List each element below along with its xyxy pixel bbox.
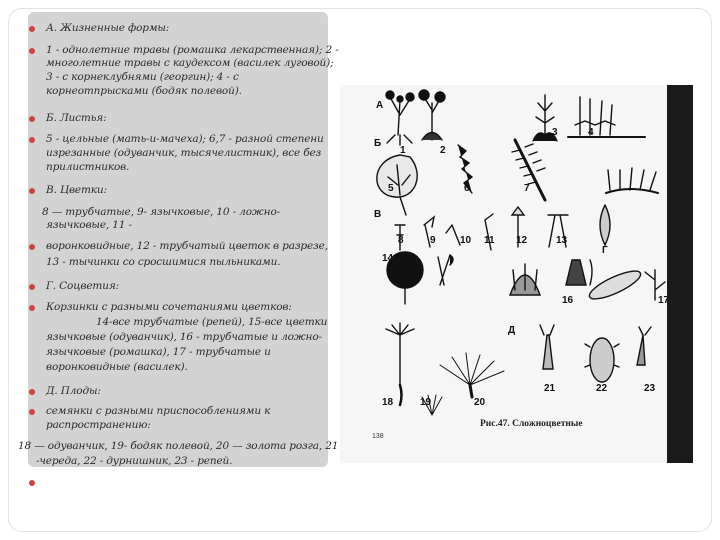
- figure-number: 23: [644, 383, 656, 394]
- bullet-icon: [29, 188, 35, 194]
- bullet-icon: [29, 284, 35, 290]
- figure-section-label: А: [376, 100, 384, 111]
- figure-number: 13: [556, 235, 568, 246]
- leaf-coltsfoot-illustration: [377, 155, 417, 215]
- cornflower-head-illustration: [566, 260, 592, 285]
- figure-number: 8: [398, 235, 404, 246]
- plant-chamomile-illustration: [386, 91, 414, 145]
- bullet-icon: [29, 409, 35, 415]
- figure-number: 5: [388, 183, 394, 194]
- figure-number: 1: [400, 145, 406, 156]
- body-line: распространению:: [46, 419, 151, 431]
- body-line: семянки с разными приспособлениями к: [46, 405, 271, 417]
- body-line: изрезанные (одуванчик, тысячелистник), все без: [46, 147, 322, 159]
- figure-number: 22: [596, 383, 608, 394]
- figure-number: 18: [382, 397, 394, 408]
- bullet-icon: [29, 26, 35, 32]
- figure-number: 2: [440, 145, 446, 156]
- heading-inflorescences: Г. Соцветия:: [46, 280, 120, 292]
- body-line: язычковые (одуванчик), 16 - трубчатые и ложно-: [46, 331, 322, 343]
- figure-section-label: Б: [374, 138, 382, 149]
- figure-section-label: В: [374, 209, 382, 220]
- body-line: 5 - цельные (мать-и-мачеха); 6,7 - разной степени: [46, 133, 324, 145]
- figure-number: 14: [382, 253, 394, 264]
- plant-thistle-illustration: [568, 97, 645, 137]
- bullet-icon: [29, 480, 35, 486]
- burdock-fruit-illustration: [637, 327, 651, 365]
- body-line: Корзинки с разными сочетаниями цветков:: [46, 301, 292, 313]
- figure-number: 21: [544, 383, 556, 394]
- goldenrod-fruit-illustration: [440, 353, 504, 397]
- dandelion-fruit-illustration: [386, 323, 414, 405]
- figure-number: 15: [400, 277, 412, 288]
- heading-leaves: Б. Листья:: [46, 112, 107, 124]
- figure-number: 7: [524, 183, 530, 194]
- body-line: 3 - с корнеклубнями (георгин); 4 - с: [46, 71, 239, 83]
- bur-marigold-fruit-illustration: [540, 325, 554, 369]
- body-line: воронковидные (василек).: [46, 361, 188, 373]
- figure-number: 19: [420, 397, 432, 408]
- flowers-row-illustration: [395, 205, 610, 250]
- figure-number: 16: [562, 295, 574, 306]
- bullet-icon: [29, 244, 35, 250]
- body-line: воронковидные, 12 - трубчатый цветок в разрезе,: [46, 240, 328, 252]
- bullet-icon: [29, 116, 35, 122]
- dandelion-head-illustration: [438, 255, 453, 285]
- bullet-icon: [29, 137, 35, 143]
- body-line: 8 — трубчатые, 9- язычковые, 10 - ложно-: [42, 206, 281, 218]
- figure-number: 9: [430, 235, 436, 246]
- body-line: 14-все трубчатые (репей), 15-все цветки: [96, 316, 328, 328]
- figure-caption: Рис.47. Сложноцветные: [480, 419, 583, 429]
- asteraceae-figure: [340, 85, 693, 463]
- body-line: 18 — одуванчик, 19- бодяк полевой, 20 — золота розга, 21: [18, 440, 339, 452]
- figure-number: 17: [658, 295, 670, 306]
- figure-number: 3: [552, 127, 558, 138]
- heading-fruits: Д. Плоды:: [46, 385, 101, 397]
- body-line: корнеотпрысками (бодяк полевой).: [46, 85, 242, 97]
- flower-head-illustration: [606, 168, 658, 193]
- figure-number: 11: [484, 235, 495, 246]
- figure-section-label: Д: [508, 325, 516, 336]
- body-line: прилистников.: [46, 161, 130, 173]
- figure-number: 12: [516, 235, 528, 246]
- figure-number: 10: [460, 235, 472, 246]
- figure-number: 20: [474, 397, 486, 408]
- plant-cornflower-illustration: [419, 90, 445, 140]
- chamomile-head-illustration: [510, 264, 540, 295]
- body-line: 1 - однолетние травы (ромашка лекарственная); 2 -: [46, 44, 339, 56]
- bullet-icon: [29, 389, 35, 395]
- body-line: 13 - тычинки со сросшимися пыльниками.: [46, 256, 281, 268]
- figure-number: 4: [588, 127, 594, 138]
- seed-pod-illustration: [586, 266, 644, 304]
- heading-life-forms: А. Жизненные формы:: [46, 22, 170, 34]
- cocklebur-fruit-illustration: [585, 338, 619, 382]
- figure-section-label: Г: [602, 245, 608, 256]
- bullet-icon: [29, 305, 35, 311]
- bullet-icon: [29, 48, 35, 54]
- figure-number: 6: [464, 183, 470, 194]
- figure-page-number: 138: [372, 433, 384, 440]
- body-line: -череда, 22 - дурнишник, 23 - репей.: [36, 455, 233, 467]
- body-line: язычковые (ромашка), 17 - трубчатые и: [46, 346, 271, 358]
- heading-flowers: В. Цветки:: [46, 184, 107, 196]
- body-line: многолетние травы с каудексом (василек луговой);: [46, 57, 334, 69]
- body-line: язычковые, 11 -: [46, 219, 132, 231]
